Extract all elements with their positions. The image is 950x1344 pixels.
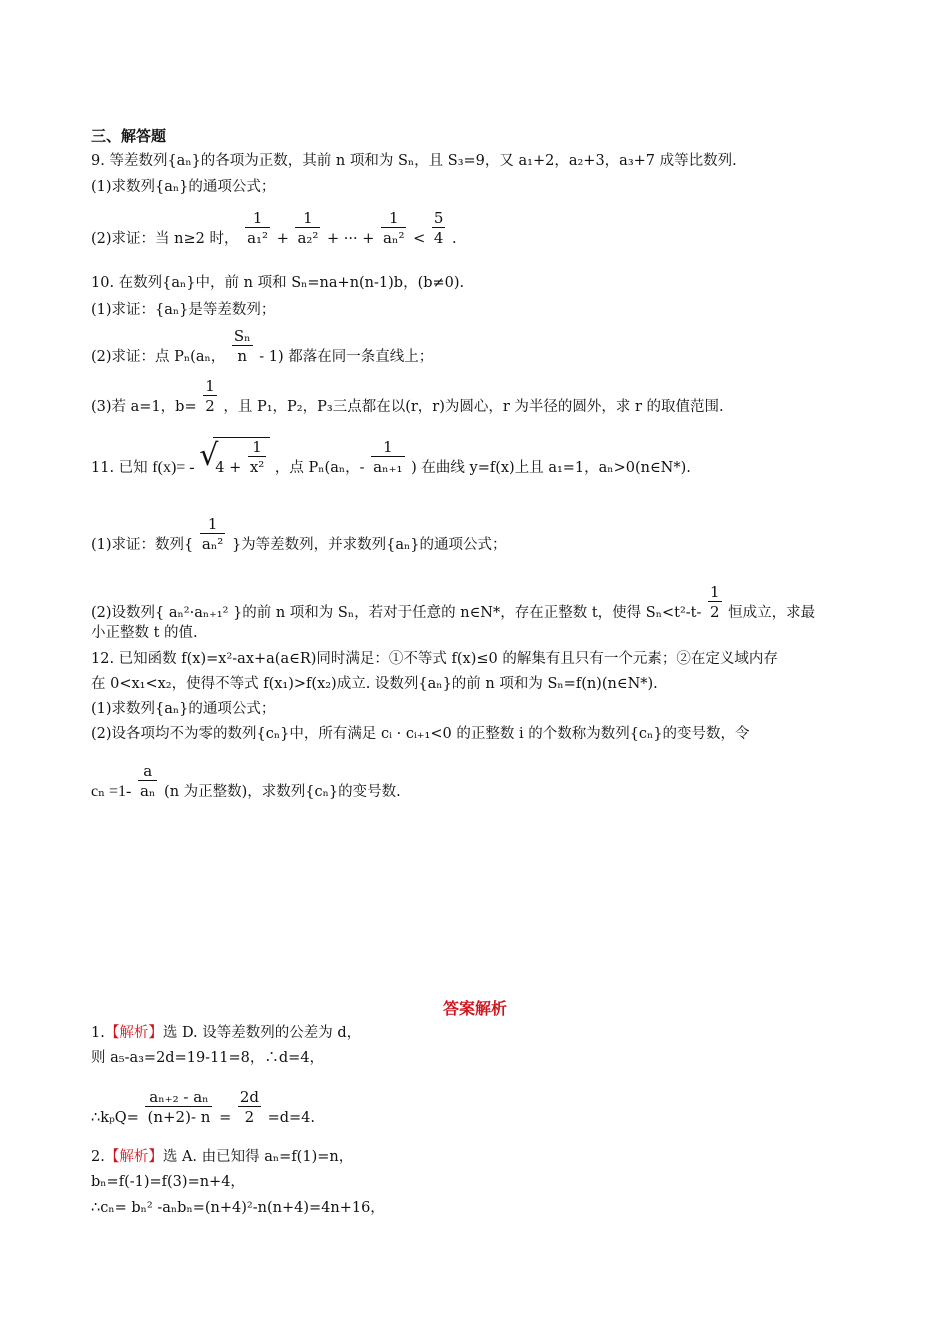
answer-1-k-frac	[145, 1088, 212, 1127]
q11-suffix: ) 在曲线 y=f(x)上且 a₁=1，aₙ>0(n∈N*).	[411, 460, 691, 476]
answer-1-d-frac	[238, 1088, 261, 1127]
q9-bound	[432, 209, 446, 248]
q9-term3-den: aₙ²	[383, 229, 405, 247]
q10-part2-prefix: (2)求证：点 Pₙ(aₙ，	[91, 349, 226, 365]
answer-1-k-den: (n+2)- n	[147, 1108, 211, 1126]
q10-part3	[91, 377, 724, 417]
answer-1-line-3	[91, 1088, 315, 1128]
q9-term3	[381, 209, 406, 248]
q11-radicand-den: x²	[249, 458, 265, 476]
answer-1-line-2: 则 a₅-a₃=2d=19-11=8，∴d=4，	[91, 1050, 325, 1066]
q9-term1-den: a₁²	[247, 229, 269, 247]
q9-part1: (1)求数列{aₙ}的通项公式；	[91, 179, 276, 195]
q11-prefix: 11. 已知	[91, 460, 148, 476]
q12-cn-def	[91, 762, 401, 802]
q9-end: .	[452, 231, 457, 247]
q10-b-fraction	[203, 377, 217, 416]
answer-2-line-2: bₙ=f(-1)=f(3)=n+4，	[91, 1174, 245, 1190]
q11-part1-den: aₙ²	[201, 535, 224, 553]
q11-radicand-frac	[248, 438, 266, 477]
answer-1-k-suffix: =d=4.	[267, 1110, 316, 1126]
q10-sn-den: n	[232, 345, 253, 366]
q10-part3-prefix: (3)若 a=1，b=	[91, 399, 197, 415]
q9-less-than: <	[413, 231, 426, 247]
answer-1-number: 1.	[91, 1025, 105, 1041]
answer-2-line-3: ∴cₙ= bₙ² -aₙbₙ=(n+4)²-n(n+4)=4n+16，	[91, 1200, 385, 1216]
q12-statement-2: 在 0<x₁<x₂，使得不等式 f(x₁)>f(x₂)成立. 设数列{aₙ}的前 n 项和为 Sₙ=f(n)(n∈N*).	[91, 676, 658, 692]
section-title: 三、解答题	[91, 127, 167, 145]
q11-statement	[91, 437, 691, 478]
answer-1-text: 选 D. 设等差数列的公差为 d，	[162, 1025, 362, 1041]
answers-title: 答案解析	[442, 999, 507, 1018]
q11-part2-cont: 小正整数 t 的值.	[91, 625, 198, 641]
answer-2-text: 选 A. 由已知得 aₙ=f(1)=n，	[162, 1149, 354, 1165]
answer-2-line-1	[91, 1147, 353, 1167]
q11-part1-suffix: }为等差数列，并求数列{aₙ}的通项公式；	[231, 537, 507, 553]
q11-part1-prefix: (1)求证：数列{	[91, 537, 194, 553]
q12-cn-num: a	[143, 762, 153, 780]
q11-part1-frac	[200, 515, 225, 554]
q9-term1-num: 1	[252, 209, 263, 227]
answer-1-eq: =	[219, 1110, 232, 1126]
q11-part2-prefix: (2)设数列{ aₙ²·aₙ₊₁² }的前 n 项和为 Sₙ，若对于任意的 n∈N*，存在正整数 t，使得 Sₙ<t²-t-	[91, 605, 702, 621]
q11-point-den: aₙ₊₁	[373, 458, 403, 476]
q11-part2-frac	[708, 583, 722, 622]
q12-cn-den: aₙ	[139, 782, 156, 800]
q9-term1	[245, 209, 270, 248]
q9-ellipsis: + ··· +	[327, 231, 375, 247]
q9-term2-den: a₂²	[297, 229, 319, 247]
q10-b-num: 1	[205, 377, 215, 395]
q10-part3-suffix: ，且 P₁，P₂，P₃三点都在以(r，r)为圆心，r 为半径的圆外，求 r 的取值范围.	[223, 399, 724, 415]
q11-part1	[91, 515, 507, 555]
answer-1-d-num: 2d	[239, 1088, 259, 1106]
q10-b-den: 2	[205, 397, 215, 415]
q9-term2	[295, 209, 320, 248]
answer-2-tag: 【解析】	[104, 1149, 163, 1165]
q11-part1-num: 1	[207, 515, 218, 533]
q11-part2-num: 1	[710, 583, 720, 601]
q10-sn-fraction	[232, 327, 253, 366]
q10-part2-suffix: - 1) 都落在同一条直线上；	[259, 349, 434, 365]
answer-1-line-1	[91, 1023, 361, 1043]
answer-1-k-num: aₙ₊₂ - aₙ	[149, 1088, 209, 1106]
q11-point-frac	[371, 438, 404, 477]
q11-part2-den: 2	[710, 603, 720, 621]
q11-fx: f(x)= -	[152, 459, 195, 476]
q11-radicand-a: 4 +	[215, 460, 242, 476]
q9-bound-num: 5	[433, 209, 444, 227]
q10-part2	[91, 327, 433, 367]
q11-part2	[91, 583, 815, 623]
q11-part2-suffix: 恒成立，求最	[728, 605, 816, 621]
answer-1-d-den: 2	[238, 1106, 261, 1127]
q12-part1: (1)求数列{aₙ}的通项公式；	[91, 701, 276, 717]
q12-cn-prefix: cₙ =1-	[91, 783, 132, 800]
q11-mid: ，点 Pₙ(aₙ，-	[274, 460, 365, 476]
q9-bound-den: 4	[433, 229, 444, 247]
q9-statement: 9. 等差数列{aₙ}的各项为正数，其前 n 项和为 Sₙ，且 S₃=9，又 a₁+2，a₂+3，a₃+7 成等比数列.	[91, 153, 737, 169]
q9-term2-num: 1	[303, 209, 313, 227]
sqrt-icon: √	[199, 438, 219, 473]
q11-radicand-num: 1	[252, 438, 262, 456]
plus-sign: +	[276, 231, 289, 247]
q12-statement-1: 12. 已知函数 f(x)=x²-ax+a(a∈R)同时满足：①不等式 f(x)≤0 的解集有且只有一个元素；②在定义域内存	[91, 651, 778, 667]
q11-sqrt	[199, 437, 270, 478]
q11-radicand	[213, 437, 270, 478]
q9-part2-text: (2)求证：当 n≥2 时，	[91, 231, 239, 247]
answer-1-k-prefix: ∴kₚQ=	[91, 1110, 139, 1126]
q12-cn-frac	[138, 762, 157, 801]
q10-sn-num: Sₙ	[233, 327, 251, 345]
answer-2-number: 2.	[91, 1149, 105, 1165]
q10-statement: 10. 在数列{aₙ}中，前 n 项和 Sₙ=na+n(n-1)b，(b≠0).	[91, 275, 465, 291]
q11-point-num: 1	[383, 438, 393, 456]
q12-cn-suffix: (n 为正整数)，求数列{cₙ}的变号数.	[164, 784, 401, 800]
answer-1-tag: 【解析】	[104, 1025, 163, 1041]
q9-term3-num: 1	[388, 209, 399, 227]
q10-part1: (1)求证：{aₙ}是等差数列；	[91, 302, 276, 318]
q9-part2	[91, 209, 457, 249]
q12-part2: (2)设各项均不为零的数列{cₙ}中，所有满足 cᵢ · cᵢ₊₁<0 的正整数 i 的个数称为数列{cₙ}的变号数，令	[91, 726, 750, 742]
